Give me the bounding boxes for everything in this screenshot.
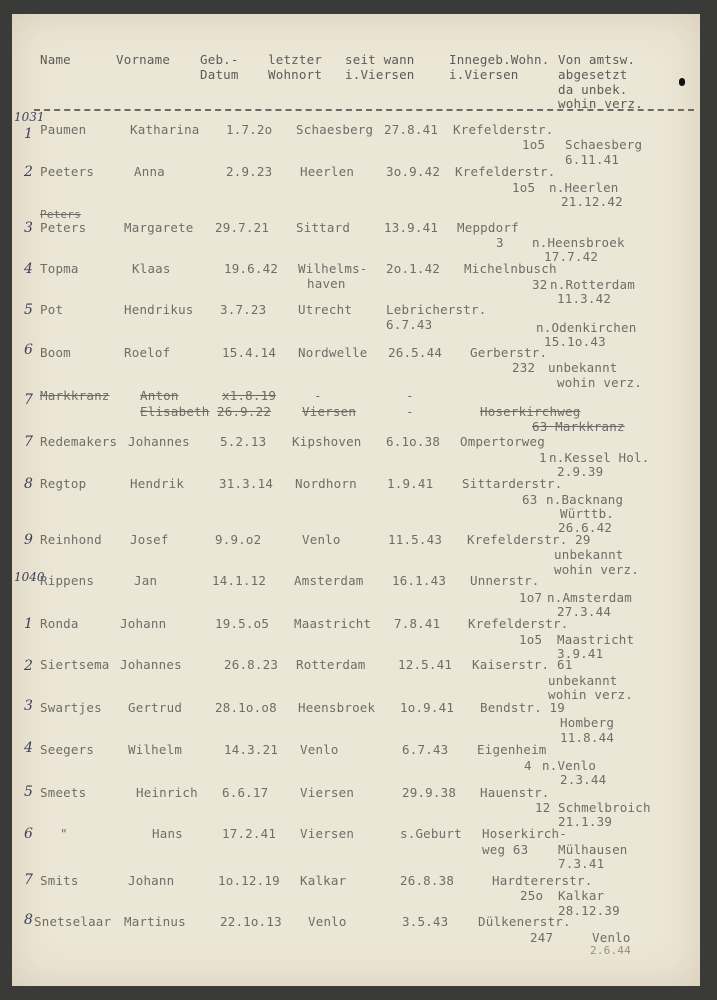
cell-von-1: n.Venlo [542, 758, 597, 773]
cell-von-1: n.Heerlen [549, 180, 619, 195]
cell-geb: 2.9.23 [226, 164, 273, 179]
cell-geb: 19.5.o5 [215, 616, 270, 631]
cell-ort: Schaesberg [296, 122, 374, 137]
cell-seit: 29.9.38 [402, 785, 457, 800]
cell-wohn-1: Krefelderstr. 29 [467, 532, 591, 547]
cell-von-1: unbekannt [548, 673, 618, 688]
cell-geb: 1.7.2o [226, 122, 273, 137]
header-name: Name [40, 52, 71, 67]
struck-sub-ort: Viersen [302, 404, 357, 419]
cell-von-1: Kalkar [558, 888, 605, 903]
cell-seit: 6.1o.38 [386, 434, 441, 449]
cell-sub-seit: - [406, 404, 414, 419]
struck-name: Peters [40, 208, 81, 221]
row-number: 1 [24, 126, 33, 142]
row-number: 8 [24, 476, 33, 492]
cell-seit: 27.8.41 [384, 122, 439, 137]
cell-von-3: 26.6.42 [558, 520, 613, 535]
cell-seit: 7.8.41 [394, 616, 441, 631]
cell-seit: 1o.9.41 [400, 700, 455, 715]
struck-sub-geb: 26.9.22 [217, 404, 272, 419]
cell-vorname: Hans [152, 826, 183, 841]
cell-ort: Sittard [296, 220, 351, 235]
cell-geb: 1o.12.19 [218, 873, 280, 888]
cell-wohn-2: 1o5 [512, 180, 536, 195]
cell-von-2: 28.12.39 [558, 903, 620, 918]
cell-name: Peters [40, 220, 87, 235]
cell-wohn-1: Ompertorweg [460, 434, 545, 449]
cell-wohn-1: Krefelderstr. [468, 616, 569, 631]
cell-ort: Nordhorn [295, 476, 357, 491]
cell-wohn-2: 12 [535, 800, 551, 815]
row-number: 1 [24, 616, 33, 632]
struck-sub-wohn: Hoserkirchweg [480, 404, 581, 419]
cell-vorname: Margarete [124, 220, 194, 235]
cell-wohn-2: 3 [496, 235, 504, 250]
cell-wohn-2: 25o [520, 888, 544, 903]
cell-ort: Maastricht [294, 616, 372, 631]
row-number: 7 [24, 434, 33, 450]
row-number: 2 [24, 164, 33, 180]
cell-vorname: Martinus [124, 914, 186, 929]
cell-geb: 5.2.13 [220, 434, 267, 449]
header-inneg-2: i.Viersen [449, 67, 519, 82]
row-number: 5 [24, 784, 33, 800]
cell-vorname: Hendrik [130, 476, 185, 491]
cell-name: Rippens [40, 573, 95, 588]
cell-name: Snetselaar [34, 914, 112, 929]
cell-name: Smits [40, 873, 79, 888]
cell-von-2: 7.3.41 [558, 856, 605, 871]
cell-name: Seegers [40, 742, 95, 757]
cell-ort: - [314, 388, 322, 403]
cell-wohn-2: 232 [512, 360, 536, 375]
cell-name: Ronda [40, 616, 79, 631]
cell-geb: 26.8.23 [224, 657, 279, 672]
cell-wohn-2: weg 63 [482, 842, 529, 857]
cell-vorname: Anna [134, 164, 165, 179]
row-number: 6 [24, 826, 33, 842]
cell-von-2: 2.3.44 [560, 772, 607, 787]
punch-hole [679, 78, 685, 86]
cell-name: " [60, 826, 68, 841]
cell-von-1: Schmelbroich [558, 800, 651, 815]
struck-vorname: Anton [140, 388, 179, 403]
row-number: 8 [24, 912, 33, 928]
cell-ort: Venlo [308, 914, 347, 929]
cell-geb: 6.6.17 [222, 785, 269, 800]
cell-wohn-1: Hauenstr. [480, 785, 550, 800]
cell-wohn-1: Sittarderstr. [462, 476, 563, 491]
cell-vorname: Katharina [130, 122, 200, 137]
row-number: 4 [24, 740, 33, 756]
cell-vorname: Jan [134, 573, 158, 588]
cell-name: Regtop [40, 476, 87, 491]
row-number: 7 [24, 872, 33, 888]
cell-ort: Rotterdam [296, 657, 366, 672]
cell-vorname: Josef [130, 532, 169, 547]
cell-von-2: 17.7.42 [544, 249, 599, 264]
header-geb-1: Geb.- [200, 52, 239, 67]
cell-seit: 3o.9.42 [386, 164, 441, 179]
cell-seit: - [406, 388, 414, 403]
cell-wohn-1: Dülkenerstr. [478, 914, 571, 929]
cell-geb: 3.7.23 [220, 302, 267, 317]
cell-von-1: Homberg [560, 715, 615, 730]
cell-wohn-1: Hardtererstr. [492, 873, 593, 888]
header-von-4: wohin verz. [558, 96, 643, 111]
struck-sub-von: 63 Markkranz [532, 419, 625, 434]
cell-wohn-2: 63 [522, 492, 538, 507]
cell-geb: 28.1o.o8 [215, 700, 277, 715]
cell-vorname: Roelof [124, 345, 171, 360]
row-number: 6 [24, 342, 33, 358]
cell-von-1: n.Backnang [546, 492, 624, 507]
cell-von-1: n.Odenkirchen [536, 320, 637, 335]
cell-name: Siertsema [40, 657, 110, 672]
struck-name: Markkranz [40, 388, 110, 403]
header-letzter-1: letzter [268, 52, 323, 67]
header-von-1: Von amtsw. [558, 52, 636, 67]
cell-name: Redemakers [40, 434, 118, 449]
cell-wohn-1: Meppdorf [457, 220, 519, 235]
cell-ort: Utrecht [298, 302, 353, 317]
cell-seit: 26.5.44 [388, 345, 443, 360]
cell-name: Topma [40, 261, 79, 276]
cell-von-1: Maastricht [557, 632, 635, 647]
cell-seit: 26.8.38 [400, 873, 455, 888]
cell-wohn-2: 247 [530, 930, 554, 945]
cell-wohn-2: 32 [532, 277, 548, 292]
cell-von-2: wohin verz. [554, 562, 639, 577]
cell-name: Swartjes [40, 700, 102, 715]
cell-vorname: Johann [128, 873, 175, 888]
row-number: 2 [24, 658, 33, 674]
struck-sub-vorname: Elisabeth [140, 404, 210, 419]
cell-name: Reinhond [40, 532, 102, 547]
cell-ort: Heerlen [300, 164, 355, 179]
cell-seit: 11.5.43 [388, 532, 443, 547]
cell-wohn-1: Krefelderstr. [455, 164, 556, 179]
cell-von-2: 27.3.44 [557, 604, 612, 619]
cell-wohn-1: Kaiserstr. 61 [472, 657, 573, 672]
struck-geb: x1.8.19 [222, 388, 277, 403]
cell-geb: 22.1o.13 [220, 914, 282, 929]
cell-von-2: Württb. [560, 506, 615, 521]
cell-von-2: 2.9.39 [557, 464, 604, 479]
cell-vorname: Wilhelm [128, 742, 183, 757]
row-number: 4 [24, 261, 33, 277]
cell-von-1: n.Heensbroek [532, 235, 625, 250]
cell-name: Boom [40, 345, 71, 360]
cell-seit: s.Geburt [400, 826, 462, 841]
cell-geb: 17.2.41 [222, 826, 277, 841]
cell-seit: 13.9.41 [384, 220, 439, 235]
cell-ort: Viersen [300, 785, 355, 800]
cell-wohn-2: 1 [539, 450, 547, 465]
cell-vorname: Johannes [120, 657, 182, 672]
cell-seit: Lebricherstr. [386, 302, 487, 317]
cell-von-1: n.Amsterdam [547, 590, 632, 605]
cell-von-2: wohin verz. [548, 687, 633, 702]
cell-von-2: 6.11.41 [565, 152, 620, 167]
cell-von-2: wohin verz. [557, 375, 642, 390]
document-page [12, 14, 700, 986]
cell-wohn-1: Michelnbusch [464, 261, 557, 276]
cell-geb: 15.4.14 [222, 345, 277, 360]
cell-ort: Viersen [300, 826, 355, 841]
row-number: 3 [24, 220, 33, 236]
row-number: 9 [24, 532, 33, 548]
cell-wohn-2: 1o5 [519, 632, 543, 647]
cell-von-2: 3.9.41 [557, 646, 604, 661]
cell-ort: Nordwelle [298, 345, 368, 360]
cell-vorname: Klaas [132, 261, 171, 276]
header-von-3: da unbek. [558, 82, 628, 97]
cell-seit: 2o.1.42 [386, 261, 441, 276]
cell-von-2: 2.6.44 [590, 944, 631, 957]
cell-geb: 14.1.12 [212, 573, 267, 588]
cell-von-1: unbekannt [548, 360, 618, 375]
header-inneg-1: Innegeb.Wohn. [449, 52, 550, 67]
cell-vorname: Johannes [128, 434, 190, 449]
header-vorname: Vorname [116, 52, 171, 67]
cell-vorname: Heinrich [136, 785, 198, 800]
cell-von-1: unbekannt [554, 547, 624, 562]
cell-von-1: n.Kessel Hol. [549, 450, 650, 465]
cell-wohn-1: Hoserkirch- [482, 826, 567, 841]
cell-ort: Venlo [300, 742, 339, 757]
cell-wohn-2: 1o7 [519, 590, 543, 605]
cell-seit: 12.5.41 [398, 657, 453, 672]
cell-wohn-1: Eigenheim [477, 742, 547, 757]
cell-name: Peeters [40, 164, 95, 179]
cell-ort: Kipshoven [292, 434, 362, 449]
cell-wohn-1: Bendstr. 19 [480, 700, 565, 715]
cell-ort: Heensbroek [298, 700, 376, 715]
cell-von-1: Mülhausen [558, 842, 628, 857]
cell-name: Pot [40, 302, 64, 317]
cell-geb: 29.7.21 [215, 220, 270, 235]
cell-ort: Amsterdam [294, 573, 364, 588]
row-number: 3 [24, 698, 33, 714]
header-divider [34, 109, 694, 111]
cell-seit: 6.7.43 [402, 742, 449, 757]
cell-von-2: 21.1.39 [558, 814, 613, 829]
margin-note-1040: 1040 [14, 570, 45, 584]
margin-note-1031: 1031 [14, 110, 45, 124]
header-von-2: abgesetzt [558, 67, 628, 82]
cell-von-2: 15.1o.43 [544, 334, 606, 349]
cell-von-1: Schaesberg [565, 137, 643, 152]
cell-ort: Kalkar [300, 873, 347, 888]
header-seit-1: seit wann [345, 52, 415, 67]
header-letzter-2: Wohnort [268, 67, 323, 82]
cell-wohn-1: Krefelderstr. [453, 122, 554, 137]
cell-seit: 16.1.43 [392, 573, 447, 588]
cell-von-2: 11.8.44 [560, 730, 615, 745]
cell-geb: 31.3.14 [219, 476, 274, 491]
cell-name: Paumen [40, 122, 87, 137]
cell-wohn-1: Gerberstr. [470, 345, 548, 360]
cell-geb: 14.3.21 [224, 742, 279, 757]
cell-von-1: Venlo [592, 930, 631, 945]
header-seit-2: i.Viersen [345, 67, 415, 82]
cell-seit-2: 6.7.43 [386, 317, 433, 332]
cell-ort: Wilhelms- [298, 261, 368, 276]
cell-vorname: Johann [120, 616, 167, 631]
cell-vorname: Hendrikus [124, 302, 194, 317]
cell-wohn-1: Unnerstr. [470, 573, 540, 588]
cell-ort: Venlo [302, 532, 341, 547]
cell-name: Smeets [40, 785, 87, 800]
cell-vorname: Gertrud [128, 700, 183, 715]
header-geb-2: Datum [200, 67, 239, 82]
cell-von-1: n.Rotterdam [550, 277, 635, 292]
cell-seit: 3.5.43 [402, 914, 449, 929]
cell-seit: 1.9.41 [387, 476, 434, 491]
cell-von-2: 21.12.42 [561, 194, 623, 209]
cell-geb: 19.6.42 [224, 261, 279, 276]
cell-wohn-2: 1o5 [522, 137, 546, 152]
cell-ort-2: haven [307, 276, 346, 291]
row-number: 5 [24, 302, 33, 318]
cell-von-2: 11.3.42 [557, 291, 612, 306]
cell-wohn-2: 4 [524, 758, 532, 773]
cell-geb: 9.9.o2 [215, 532, 262, 547]
row-number: 7 [24, 392, 33, 408]
